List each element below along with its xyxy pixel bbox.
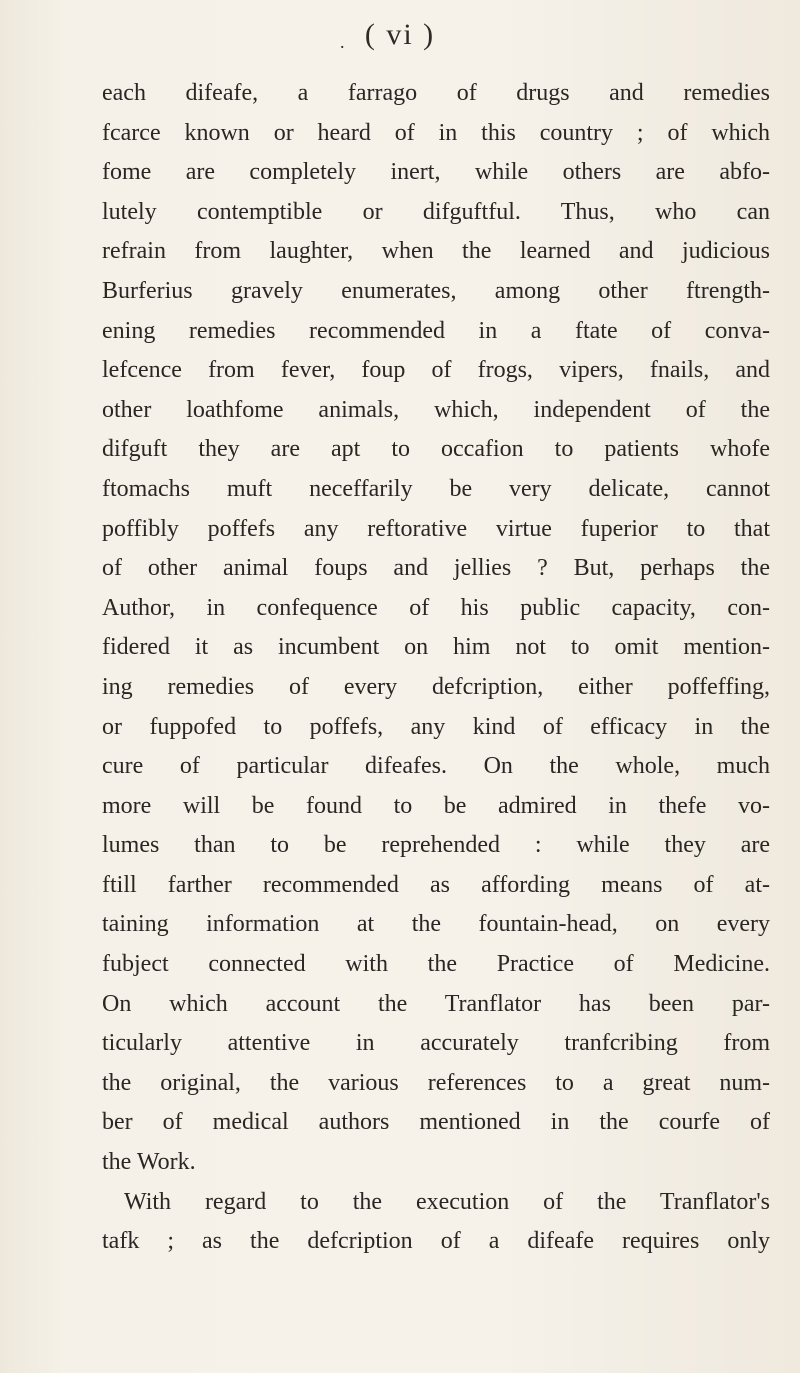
- text-line: the original, the various references to a great num-: [102, 1069, 770, 1096]
- text-line: lumes than to be reprehended : while they are: [102, 832, 770, 859]
- text-line: lutely contemptible or difguftful. Thus, who can: [102, 198, 770, 225]
- text-line: taining information at the fountain-head, on every: [102, 911, 770, 938]
- header-mark: .: [340, 32, 347, 52]
- text-line: of other animal foups and jellies ? But, perhaps the: [102, 555, 770, 582]
- text-line: other loathfome animals, which, independent of the: [102, 396, 770, 423]
- text-line: Burferius gravely enumerates, among other ftrength-: [102, 277, 770, 304]
- text-line: ftomachs muft neceffarily be very delicate, cannot: [102, 475, 770, 502]
- text-line: lefcence from fever, foup of frogs, vipers, fnails, and: [102, 357, 770, 384]
- text-line: Author, in confequence of his public capacity, con-: [102, 594, 770, 621]
- text-line: each difeafe, a farrago of drugs and remedies: [102, 80, 770, 106]
- text-line: more will be found to be admired in thefe vo-: [102, 792, 770, 819]
- text-line: fcarce known or heard of in this country ; of which: [102, 119, 770, 146]
- text-line: fidered it as incumbent on him not to omit mention-: [102, 634, 770, 661]
- text-line: the Work.: [102, 1149, 196, 1176]
- text-line: ening remedies recommended in a ftate of conva-: [102, 317, 770, 344]
- text-line: ber of medical authors mentioned in the courfe of: [102, 1109, 770, 1136]
- text-line: difguft they are apt to occafion to patients whofe: [102, 436, 770, 463]
- page-number-header: [0, 18, 800, 52]
- text-line: On which account the Tranflator has been par-: [102, 990, 770, 1017]
- text-line: or fuppofed to poffefs, any kind of efficacy in the: [102, 713, 770, 740]
- text-line: fome are completely inert, while others are abfo-: [102, 159, 770, 186]
- body-text: [102, 74, 770, 1262]
- text-line: ticularly attentive in accurately tranfcribing from: [102, 1030, 770, 1057]
- text-line: With regard to the execution of the Tranflator's: [124, 1188, 770, 1215]
- page-number: ( vi ): [364, 18, 436, 51]
- text-line: ing remedies of every defcription, either poffeffing,: [102, 673, 770, 700]
- text-line: cure of particular difeafes. On the whole, much: [102, 753, 770, 780]
- text-line: poffibly poffefs any reftorative virtue fuperior to that: [102, 515, 770, 542]
- text-line: fubject connected with the Practice of Medicine.: [102, 951, 770, 978]
- text-line: ftill farther recommended as affording means of at-: [102, 871, 770, 898]
- text-line: refrain from laughter, when the learned and judicious: [102, 238, 770, 265]
- text-line: tafk ; as the defcription of a difeafe requires only: [102, 1228, 770, 1255]
